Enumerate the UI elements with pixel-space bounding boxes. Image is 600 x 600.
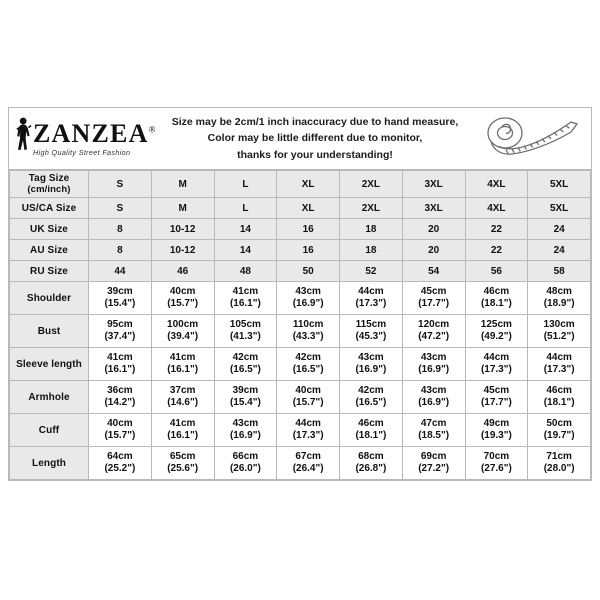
notice-line-2: Color may be little different due to monitor, bbox=[207, 132, 423, 145]
table-cell bbox=[89, 315, 152, 348]
table-cell bbox=[277, 282, 340, 315]
table-cell bbox=[151, 447, 214, 480]
value-cm: 115cm bbox=[355, 318, 387, 330]
value-inch: (25.2") bbox=[104, 463, 136, 474]
notice-line-1: Size may be 2cm/1 inch inaccuracy due to hand measure, bbox=[171, 116, 459, 129]
table-cell: S bbox=[89, 171, 152, 198]
notice-line-3: thanks for your understanding! bbox=[237, 148, 393, 161]
table-cell: 5XL bbox=[528, 198, 591, 219]
table-cell: 8 bbox=[89, 219, 152, 240]
value-inch: (19.3") bbox=[480, 430, 512, 441]
value-cm: 48cm bbox=[546, 285, 572, 297]
value-inch: (16.9") bbox=[292, 298, 324, 309]
value-inch: (14.2") bbox=[104, 397, 136, 408]
table-cell: 18 bbox=[340, 219, 403, 240]
value-cm: 44cm bbox=[546, 351, 572, 363]
table-cell bbox=[89, 381, 152, 414]
table-cell bbox=[340, 381, 403, 414]
table-cell bbox=[340, 282, 403, 315]
row-label-bust: Bust bbox=[10, 315, 89, 348]
value-inch: (16.5") bbox=[355, 397, 387, 408]
value-cm: 41cm bbox=[169, 351, 196, 363]
table-cell bbox=[402, 315, 465, 348]
value-cm: 43cm bbox=[232, 417, 259, 429]
value-inch: (19.7") bbox=[543, 430, 575, 441]
value-inch: (16.1") bbox=[167, 430, 199, 441]
table-cell bbox=[277, 348, 340, 381]
value-cm: 44cm bbox=[295, 417, 321, 429]
value-inch: (15.7") bbox=[292, 397, 324, 408]
table-cell bbox=[277, 414, 340, 447]
table-cell bbox=[528, 282, 591, 315]
value-cm: 46cm bbox=[483, 285, 510, 297]
size-chart-container bbox=[8, 107, 592, 481]
value-inch: (18.1") bbox=[543, 397, 575, 408]
value-inch: (51.2") bbox=[543, 331, 575, 342]
value-inch: (15.4") bbox=[229, 397, 261, 408]
value-cm: 130cm bbox=[543, 318, 575, 330]
table-cell: 2XL bbox=[340, 198, 403, 219]
value-cm: 46cm bbox=[358, 417, 384, 429]
table-cell bbox=[214, 315, 277, 348]
table-cell: 16 bbox=[277, 219, 340, 240]
value-cm: 95cm bbox=[107, 318, 133, 330]
table-cell bbox=[465, 414, 528, 447]
table-cell bbox=[151, 315, 214, 348]
table-cell bbox=[89, 447, 152, 480]
row-label-length: Length bbox=[10, 447, 89, 480]
table-cell: XL bbox=[277, 198, 340, 219]
table-cell: 10-12 bbox=[151, 219, 214, 240]
value-inch: (16.9") bbox=[355, 364, 387, 375]
registered-mark-icon: ® bbox=[148, 124, 157, 135]
table-cell: 14 bbox=[214, 219, 277, 240]
table-row-length bbox=[10, 447, 591, 480]
row-label-uk-size: UK Size bbox=[10, 219, 89, 240]
value-cm: 39cm bbox=[232, 384, 259, 396]
table-row-us-ca-size bbox=[10, 198, 591, 219]
table-cell: 4XL bbox=[465, 198, 528, 219]
value-inch: (17.3") bbox=[543, 364, 575, 375]
value-inch: (18.1") bbox=[355, 430, 387, 441]
table-cell: 54 bbox=[402, 261, 465, 282]
table-row-sleeve-length bbox=[10, 348, 591, 381]
value-cm: 70cm bbox=[483, 450, 510, 462]
value-inch: (17.3") bbox=[292, 430, 324, 441]
value-inch: (45.3") bbox=[355, 331, 387, 342]
value-cm: 67cm bbox=[295, 450, 321, 462]
value-inch: (39.4") bbox=[167, 331, 199, 342]
table-cell: M bbox=[151, 198, 214, 219]
table-cell: 46 bbox=[151, 261, 214, 282]
value-inch: (16.5") bbox=[229, 364, 261, 375]
value-inch: (18.1") bbox=[480, 298, 512, 309]
value-inch: (28.0") bbox=[543, 463, 575, 474]
woman-silhouette-icon bbox=[15, 116, 32, 161]
value-cm: 68cm bbox=[358, 450, 384, 462]
value-inch: (49.2") bbox=[480, 331, 512, 342]
table-cell bbox=[151, 414, 214, 447]
value-cm: 37cm bbox=[169, 384, 196, 396]
value-cm: 64cm bbox=[107, 450, 133, 462]
value-cm: 42cm bbox=[358, 384, 384, 396]
value-cm: 42cm bbox=[232, 351, 259, 363]
table-cell bbox=[528, 315, 591, 348]
value-inch: (26.4") bbox=[292, 463, 324, 474]
value-inch: (47.2") bbox=[418, 331, 450, 342]
row-label-sleeve-length: Sleeve length bbox=[10, 348, 89, 381]
value-inch: (17.7") bbox=[418, 298, 450, 309]
table-cell: L bbox=[214, 198, 277, 219]
value-inch: (17.7") bbox=[480, 397, 512, 408]
value-cm: 39cm bbox=[107, 285, 133, 297]
value-cm: 66cm bbox=[232, 450, 259, 462]
size-chart-table bbox=[9, 170, 591, 480]
table-cell bbox=[528, 414, 591, 447]
table-cell: 20 bbox=[402, 240, 465, 261]
value-inch: (16.9") bbox=[229, 430, 261, 441]
value-cm: 49cm bbox=[483, 417, 510, 429]
table-cell bbox=[214, 414, 277, 447]
value-cm: 41cm bbox=[169, 417, 196, 429]
table-cell: 44 bbox=[89, 261, 152, 282]
table-cell: 48 bbox=[214, 261, 277, 282]
table-row-cuff bbox=[10, 414, 591, 447]
value-inch: (27.2") bbox=[418, 463, 450, 474]
table-row-shoulder bbox=[10, 282, 591, 315]
value-inch: (41.3") bbox=[229, 331, 261, 342]
table-cell: 4XL bbox=[465, 171, 528, 198]
table-cell bbox=[214, 447, 277, 480]
value-cm: 71cm bbox=[546, 450, 572, 462]
row-label-armhole: Armhole bbox=[10, 381, 89, 414]
table-cell: 58 bbox=[528, 261, 591, 282]
row-label-sub: (cm/inch) bbox=[27, 184, 71, 195]
measurement-notice bbox=[159, 114, 471, 163]
table-cell: L bbox=[214, 171, 277, 198]
value-inch: (37.4") bbox=[104, 331, 136, 342]
value-cm: 40cm bbox=[295, 384, 321, 396]
value-cm: 42cm bbox=[295, 351, 321, 363]
value-cm: 40cm bbox=[169, 285, 196, 297]
row-label-au-size: AU Size bbox=[10, 240, 89, 261]
table-cell bbox=[402, 282, 465, 315]
value-inch: (16.1") bbox=[229, 298, 261, 309]
value-inch: (43.3") bbox=[292, 331, 324, 342]
table-cell bbox=[402, 447, 465, 480]
value-inch: (18.9") bbox=[543, 298, 575, 309]
table-cell: 16 bbox=[277, 240, 340, 261]
value-cm: 46cm bbox=[546, 384, 572, 396]
value-cm: 43cm bbox=[420, 351, 447, 363]
table-cell bbox=[214, 381, 277, 414]
value-cm: 43cm bbox=[420, 384, 447, 396]
table-cell: 52 bbox=[340, 261, 403, 282]
table-cell bbox=[402, 348, 465, 381]
table-cell bbox=[340, 414, 403, 447]
table-cell bbox=[402, 381, 465, 414]
value-inch: (15.7") bbox=[167, 298, 199, 309]
table-cell: 50 bbox=[277, 261, 340, 282]
table-row-au-size bbox=[10, 240, 591, 261]
table-cell bbox=[402, 414, 465, 447]
table-cell bbox=[340, 348, 403, 381]
table-cell bbox=[151, 348, 214, 381]
table-cell bbox=[277, 315, 340, 348]
table-cell bbox=[528, 447, 591, 480]
value-inch: (17.3") bbox=[480, 364, 512, 375]
value-cm: 45cm bbox=[483, 384, 510, 396]
table-cell bbox=[89, 348, 152, 381]
table-cell: 22 bbox=[465, 240, 528, 261]
value-inch: (17.3") bbox=[355, 298, 387, 309]
table-cell bbox=[340, 315, 403, 348]
table-cell: 3XL bbox=[402, 198, 465, 219]
table-row-armhole bbox=[10, 381, 591, 414]
value-cm: 44cm bbox=[358, 285, 384, 297]
table-row-uk-size bbox=[10, 219, 591, 240]
value-inch: (25.6") bbox=[167, 463, 199, 474]
value-cm: 41cm bbox=[107, 351, 133, 363]
table-cell: 8 bbox=[89, 240, 152, 261]
value-inch: (26.0") bbox=[229, 463, 261, 474]
value-cm: 40cm bbox=[107, 417, 133, 429]
table-cell: 20 bbox=[402, 219, 465, 240]
value-cm: 69cm bbox=[420, 450, 447, 462]
value-inch: (18.5") bbox=[418, 430, 450, 441]
value-cm: 65cm bbox=[169, 450, 196, 462]
table-row-ru-size bbox=[10, 261, 591, 282]
value-cm: 47cm bbox=[420, 417, 447, 429]
chart-banner bbox=[9, 108, 591, 170]
value-cm: 110cm bbox=[292, 318, 324, 330]
value-inch: (15.7") bbox=[104, 430, 136, 441]
row-label-us-ca-size: US/CA Size bbox=[10, 198, 89, 219]
table-cell bbox=[151, 381, 214, 414]
table-cell bbox=[465, 348, 528, 381]
table-cell bbox=[89, 282, 152, 315]
table-cell: XL bbox=[277, 171, 340, 198]
table-cell: 3XL bbox=[402, 171, 465, 198]
table-cell: 22 bbox=[465, 219, 528, 240]
table-cell bbox=[465, 447, 528, 480]
value-cm: 44cm bbox=[483, 351, 510, 363]
value-cm: 125cm bbox=[480, 318, 512, 330]
table-cell: 5XL bbox=[528, 171, 591, 198]
table-cell: 14 bbox=[214, 240, 277, 261]
table-cell: M bbox=[151, 171, 214, 198]
table-cell bbox=[89, 414, 152, 447]
value-cm: 100cm bbox=[167, 318, 199, 330]
table-cell bbox=[214, 348, 277, 381]
table-cell bbox=[277, 381, 340, 414]
value-inch: (26.8") bbox=[355, 463, 387, 474]
table-cell bbox=[528, 381, 591, 414]
row-label-cuff: Cuff bbox=[10, 414, 89, 447]
table-cell bbox=[214, 282, 277, 315]
value-cm: 120cm bbox=[418, 318, 450, 330]
value-inch: (27.6") bbox=[480, 463, 512, 474]
table-row-tag-size bbox=[10, 171, 591, 198]
brand-name: ZANZEA® bbox=[33, 118, 157, 148]
table-cell: 18 bbox=[340, 240, 403, 261]
table-cell bbox=[340, 447, 403, 480]
value-inch: (15.4") bbox=[104, 298, 136, 309]
table-cell bbox=[465, 315, 528, 348]
value-cm: 45cm bbox=[420, 285, 447, 297]
table-cell bbox=[465, 381, 528, 414]
table-cell bbox=[465, 282, 528, 315]
table-cell bbox=[151, 282, 214, 315]
value-inch: (16.1") bbox=[104, 364, 136, 375]
row-label-shoulder: Shoulder bbox=[10, 282, 89, 315]
row-label-ru-size: RU Size bbox=[10, 261, 89, 282]
measuring-tape-illustration bbox=[471, 113, 591, 164]
table-cell: 10-12 bbox=[151, 240, 214, 261]
brand-logo bbox=[9, 116, 159, 161]
value-inch: (16.5") bbox=[292, 364, 324, 375]
row-label-tag-size bbox=[10, 171, 89, 198]
table-cell: 56 bbox=[465, 261, 528, 282]
value-cm: 36cm bbox=[107, 384, 133, 396]
table-cell: S bbox=[89, 198, 152, 219]
value-inch: (16.9") bbox=[418, 364, 450, 375]
value-cm: 43cm bbox=[295, 285, 321, 297]
value-inch: (14.6") bbox=[167, 397, 199, 408]
table-cell bbox=[528, 348, 591, 381]
row-label-main: Tag Size bbox=[28, 173, 70, 184]
table-row-bust bbox=[10, 315, 591, 348]
value-cm: 105cm bbox=[229, 318, 261, 330]
value-inch: (16.1") bbox=[167, 364, 199, 375]
measuring-tape-icon bbox=[479, 113, 583, 164]
table-cell: 24 bbox=[528, 240, 591, 261]
table-cell bbox=[277, 447, 340, 480]
value-inch: (16.9") bbox=[418, 397, 450, 408]
table-cell: 24 bbox=[528, 219, 591, 240]
value-cm: 41cm bbox=[232, 285, 259, 297]
brand-tagline: High Quality Street Fashion bbox=[33, 147, 131, 157]
value-cm: 43cm bbox=[358, 351, 384, 363]
table-cell: 2XL bbox=[340, 171, 403, 198]
value-cm: 50cm bbox=[546, 417, 572, 429]
